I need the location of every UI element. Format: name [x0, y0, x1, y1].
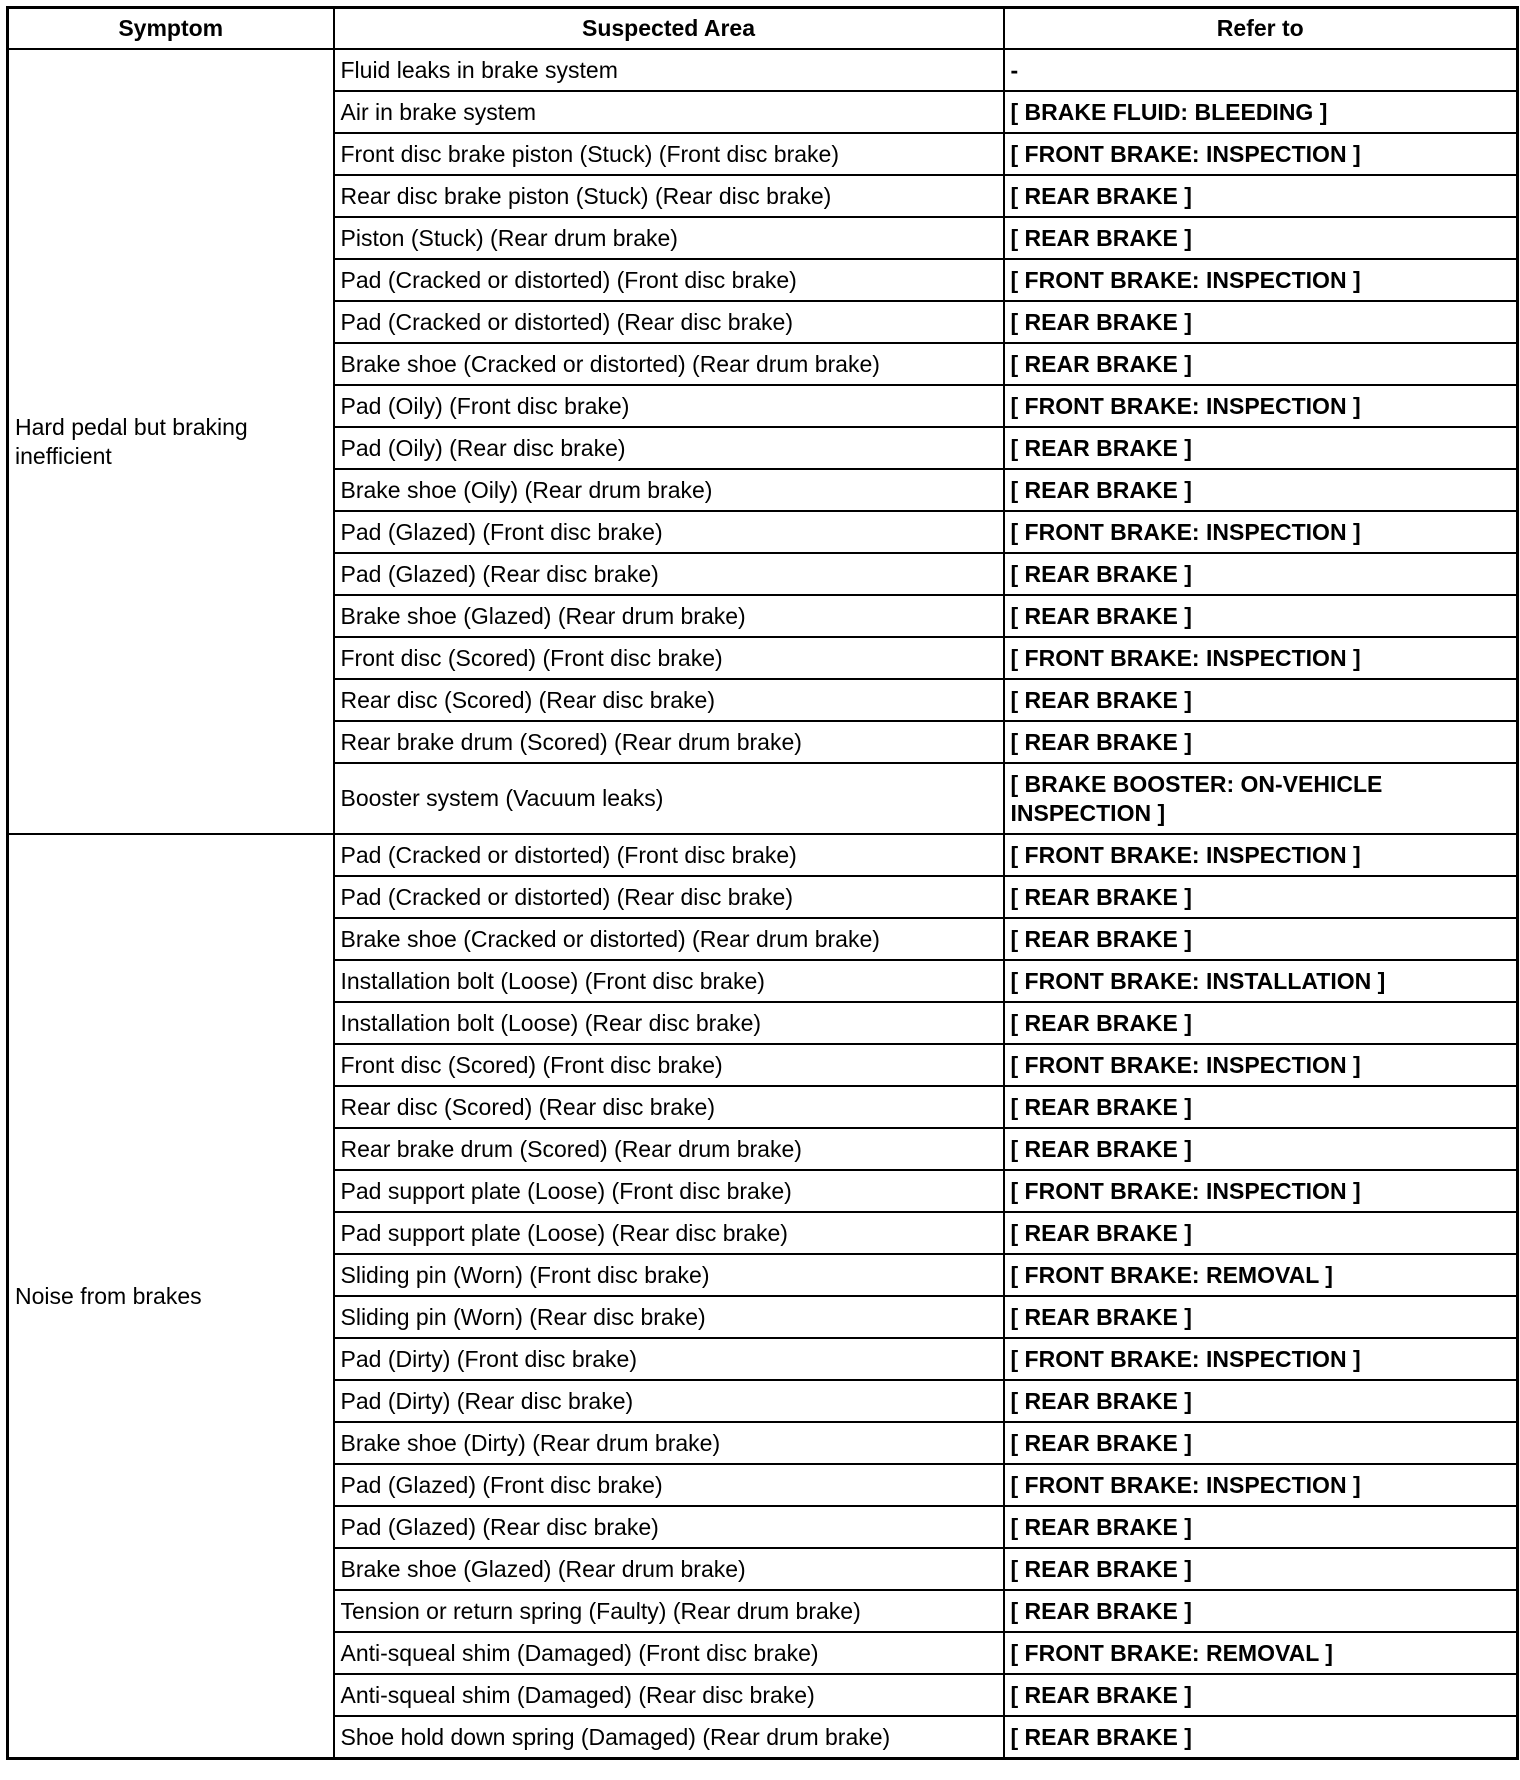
refer-to-cell: [ FRONT BRAKE: INSPECTION ]	[1004, 1338, 1518, 1380]
refer-to-cell: [ FRONT BRAKE: REMOVAL ]	[1004, 1254, 1518, 1296]
refer-to-cell: [ REAR BRAKE ]	[1004, 679, 1518, 721]
suspected-area-cell: Installation bolt (Loose) (Rear disc brake)	[334, 1002, 1004, 1044]
symptom-cell: Noise from brakes	[8, 834, 334, 1759]
refer-to-cell: [ REAR BRAKE ]	[1004, 469, 1518, 511]
troubleshooting-table	[6, 6, 1519, 1760]
refer-to-cell: [ FRONT BRAKE: INSTALLATION ]	[1004, 960, 1518, 1002]
suspected-area-cell: Installation bolt (Loose) (Front disc brake)	[334, 960, 1004, 1002]
header-row	[8, 8, 1518, 50]
refer-to-cell: [ REAR BRAKE ]	[1004, 1380, 1518, 1422]
suspected-area-cell: Brake shoe (Dirty) (Rear drum brake)	[334, 1422, 1004, 1464]
refer-to-cell: [ FRONT BRAKE: INSPECTION ]	[1004, 1170, 1518, 1212]
refer-to-cell: [ REAR BRAKE ]	[1004, 1296, 1518, 1338]
table-body	[8, 49, 1518, 1759]
suspected-area-cell: Pad (Oily) (Front disc brake)	[334, 385, 1004, 427]
refer-to-cell: [ BRAKE BOOSTER: ON-VEHICLE INSPECTION ]	[1004, 763, 1518, 834]
suspected-area-cell: Pad (Cracked or distorted) (Rear disc brake)	[334, 876, 1004, 918]
refer-to-cell: [ REAR BRAKE ]	[1004, 1506, 1518, 1548]
suspected-area-cell: Front disc (Scored) (Front disc brake)	[334, 637, 1004, 679]
suspected-area-cell: Front disc (Scored) (Front disc brake)	[334, 1044, 1004, 1086]
refer-to-cell: [ BRAKE FLUID: BLEEDING ]	[1004, 91, 1518, 133]
suspected-area-cell: Pad (Cracked or distorted) (Front disc brake)	[334, 259, 1004, 301]
refer-to-cell: [ FRONT BRAKE: INSPECTION ]	[1004, 834, 1518, 876]
refer-to-cell: [ REAR BRAKE ]	[1004, 1128, 1518, 1170]
suspected-area-cell: Brake shoe (Oily) (Rear drum brake)	[334, 469, 1004, 511]
refer-to-cell: [ REAR BRAKE ]	[1004, 1674, 1518, 1716]
refer-to-cell: [ FRONT BRAKE: INSPECTION ]	[1004, 385, 1518, 427]
refer-to-cell: [ REAR BRAKE ]	[1004, 1422, 1518, 1464]
refer-to-cell: [ FRONT BRAKE: REMOVAL ]	[1004, 1632, 1518, 1674]
suspected-area-cell: Sliding pin (Worn) (Front disc brake)	[334, 1254, 1004, 1296]
refer-to-cell: [ FRONT BRAKE: INSPECTION ]	[1004, 637, 1518, 679]
suspected-area-cell: Brake shoe (Cracked or distorted) (Rear drum brake)	[334, 343, 1004, 385]
suspected-area-cell: Fluid leaks in brake system	[334, 49, 1004, 91]
suspected-area-cell: Pad support plate (Loose) (Front disc brake)	[334, 1170, 1004, 1212]
header-refer-to: Refer to	[1004, 8, 1518, 50]
header-suspected-area: Suspected Area	[334, 8, 1004, 50]
refer-to-cell: [ FRONT BRAKE: INSPECTION ]	[1004, 259, 1518, 301]
suspected-area-cell: Tension or return spring (Faulty) (Rear drum brake)	[334, 1590, 1004, 1632]
refer-to-cell: [ REAR BRAKE ]	[1004, 1590, 1518, 1632]
refer-to-cell: [ REAR BRAKE ]	[1004, 217, 1518, 259]
refer-to-cell: [ REAR BRAKE ]	[1004, 721, 1518, 763]
suspected-area-cell: Anti-squeal shim (Damaged) (Rear disc brake)	[334, 1674, 1004, 1716]
header-symptom: Symptom	[8, 8, 334, 50]
refer-to-cell: [ REAR BRAKE ]	[1004, 175, 1518, 217]
refer-to-cell: [ REAR BRAKE ]	[1004, 427, 1518, 469]
suspected-area-cell: Rear disc (Scored) (Rear disc brake)	[334, 1086, 1004, 1128]
suspected-area-cell: Piston (Stuck) (Rear drum brake)	[334, 217, 1004, 259]
suspected-area-cell: Pad (Oily) (Rear disc brake)	[334, 427, 1004, 469]
suspected-area-cell: Brake shoe (Glazed) (Rear drum brake)	[334, 1548, 1004, 1590]
suspected-area-cell: Pad support plate (Loose) (Rear disc brake)	[334, 1212, 1004, 1254]
suspected-area-cell: Booster system (Vacuum leaks)	[334, 763, 1004, 834]
refer-to-cell: [ REAR BRAKE ]	[1004, 553, 1518, 595]
suspected-area-cell: Rear disc brake piston (Stuck) (Rear disc brake)	[334, 175, 1004, 217]
table-row	[8, 49, 1518, 91]
refer-to-cell: [ REAR BRAKE ]	[1004, 1212, 1518, 1254]
suspected-area-cell: Air in brake system	[334, 91, 1004, 133]
troubleshooting-table-container	[6, 6, 1516, 1760]
suspected-area-cell: Pad (Dirty) (Front disc brake)	[334, 1338, 1004, 1380]
refer-to-cell: [ FRONT BRAKE: INSPECTION ]	[1004, 1464, 1518, 1506]
suspected-area-cell: Brake shoe (Glazed) (Rear drum brake)	[334, 595, 1004, 637]
suspected-area-cell: Pad (Glazed) (Front disc brake)	[334, 1464, 1004, 1506]
refer-to-cell: [ FRONT BRAKE: INSPECTION ]	[1004, 511, 1518, 553]
refer-to-cell: [ REAR BRAKE ]	[1004, 918, 1518, 960]
suspected-area-cell: Sliding pin (Worn) (Rear disc brake)	[334, 1296, 1004, 1338]
refer-to-cell: [ REAR BRAKE ]	[1004, 1086, 1518, 1128]
refer-to-cell: [ REAR BRAKE ]	[1004, 595, 1518, 637]
suspected-area-cell: Rear brake drum (Scored) (Rear drum brake)	[334, 1128, 1004, 1170]
refer-to-cell: -	[1004, 49, 1518, 91]
refer-to-cell: [ REAR BRAKE ]	[1004, 343, 1518, 385]
symptom-cell: Hard pedal but braking inefficient	[8, 49, 334, 834]
refer-to-cell: [ REAR BRAKE ]	[1004, 1716, 1518, 1759]
suspected-area-cell: Rear disc (Scored) (Rear disc brake)	[334, 679, 1004, 721]
suspected-area-cell: Anti-squeal shim (Damaged) (Front disc brake)	[334, 1632, 1004, 1674]
suspected-area-cell: Pad (Glazed) (Rear disc brake)	[334, 1506, 1004, 1548]
suspected-area-cell: Pad (Glazed) (Front disc brake)	[334, 511, 1004, 553]
refer-to-cell: [ REAR BRAKE ]	[1004, 1002, 1518, 1044]
suspected-area-cell: Shoe hold down spring (Damaged) (Rear drum brake)	[334, 1716, 1004, 1759]
refer-to-cell: [ REAR BRAKE ]	[1004, 1548, 1518, 1590]
suspected-area-cell: Pad (Cracked or distorted) (Rear disc brake)	[334, 301, 1004, 343]
refer-to-cell: [ FRONT BRAKE: INSPECTION ]	[1004, 1044, 1518, 1086]
refer-to-cell: [ REAR BRAKE ]	[1004, 301, 1518, 343]
suspected-area-cell: Rear brake drum (Scored) (Rear drum brake)	[334, 721, 1004, 763]
suspected-area-cell: Front disc brake piston (Stuck) (Front disc brake)	[334, 133, 1004, 175]
suspected-area-cell: Pad (Dirty) (Rear disc brake)	[334, 1380, 1004, 1422]
table-row	[8, 834, 1518, 876]
suspected-area-cell: Pad (Cracked or distorted) (Front disc brake)	[334, 834, 1004, 876]
suspected-area-cell: Brake shoe (Cracked or distorted) (Rear drum brake)	[334, 918, 1004, 960]
suspected-area-cell: Pad (Glazed) (Rear disc brake)	[334, 553, 1004, 595]
refer-to-cell: [ REAR BRAKE ]	[1004, 876, 1518, 918]
refer-to-cell: [ FRONT BRAKE: INSPECTION ]	[1004, 133, 1518, 175]
